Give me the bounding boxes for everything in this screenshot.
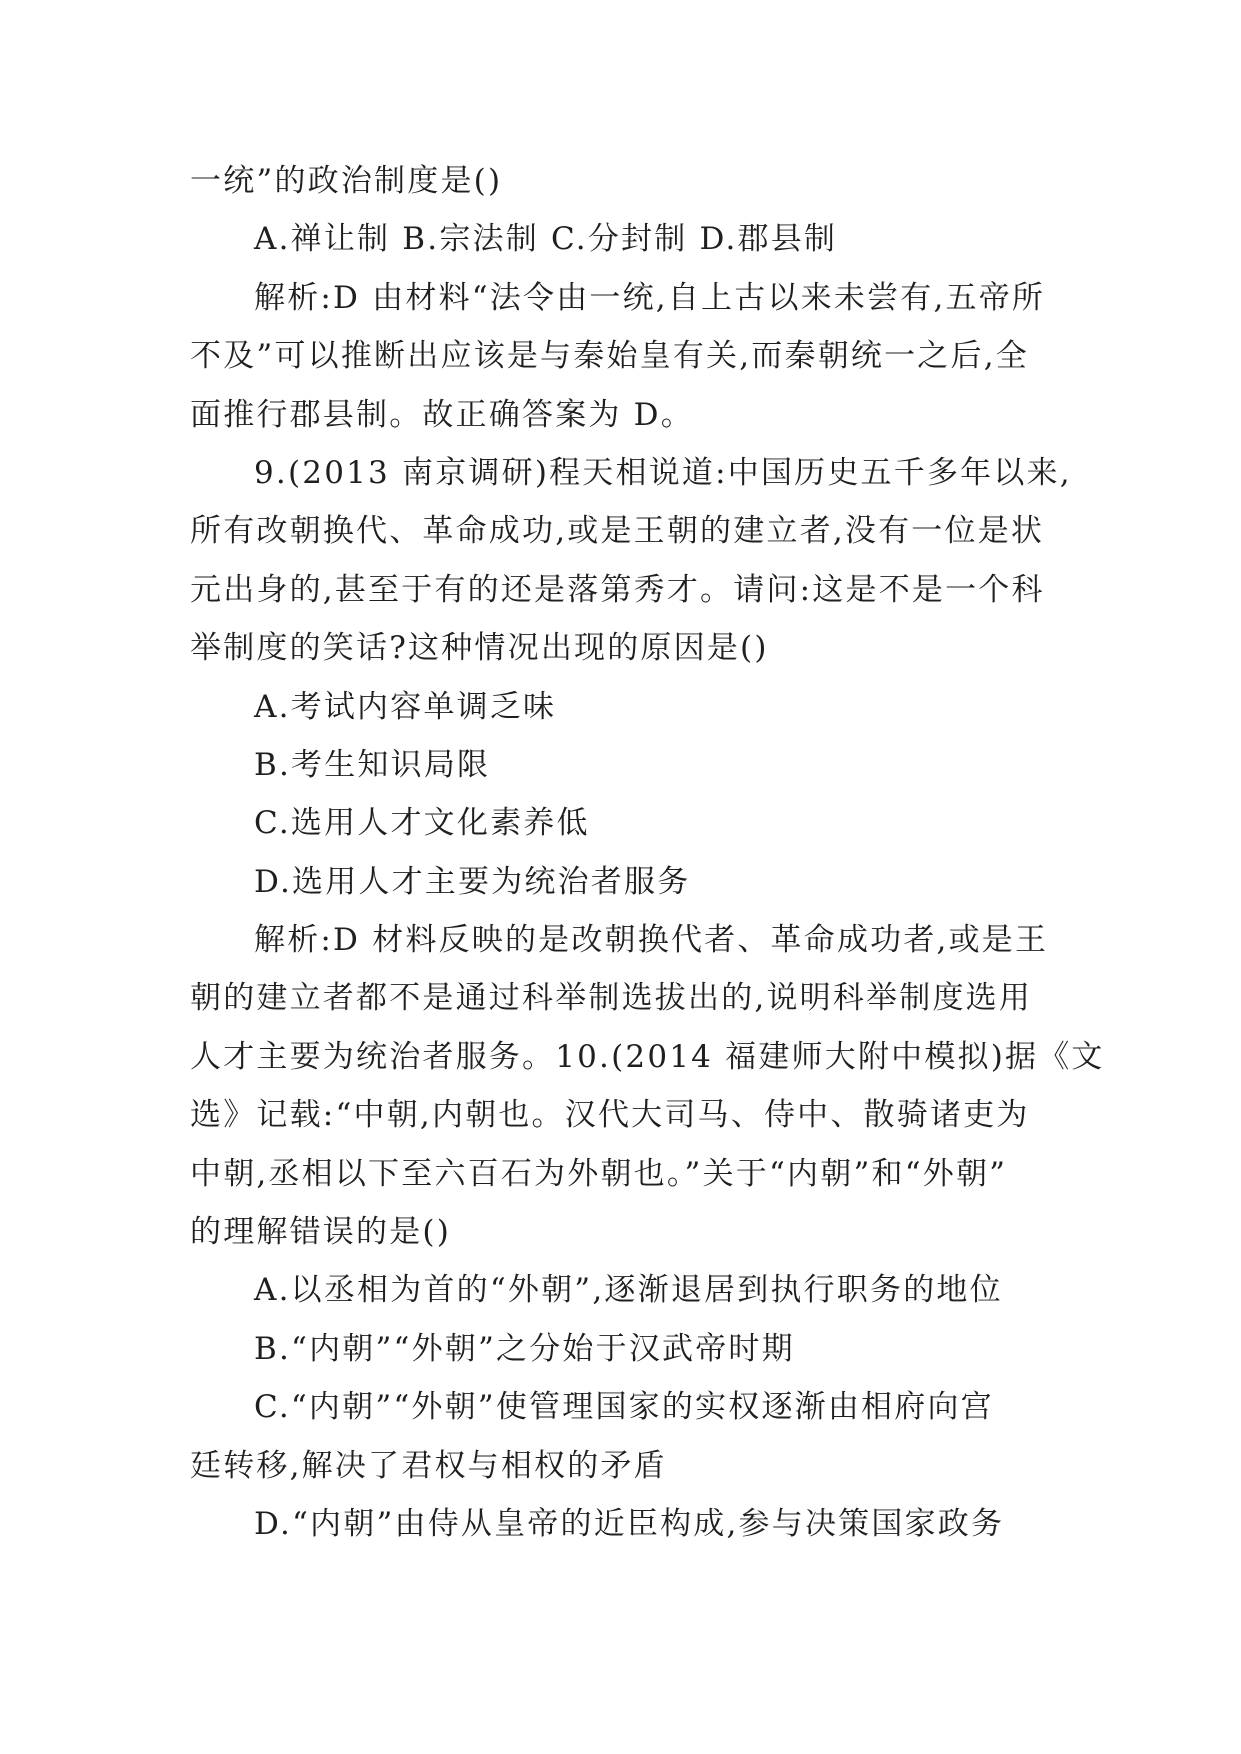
analysis-line: 解析:D 由材料“法令由一统,自上古以来未尝有,五帝所 xyxy=(254,279,1046,316)
option-line: C.“内朝”“外朝”使管理国家的实权逐渐由相府向宫 xyxy=(254,1389,994,1426)
analysis-line: 解析:D 材料反映的是改朝换代者、革命成功者,或是王 xyxy=(254,922,1049,959)
text-line: 元出身的,甚至于有的还是落第秀才。请问:这是不是一个科 xyxy=(190,571,1045,608)
text-line: 选》记载:“中朝,内朝也。汉代大司马、侍中、散骑诸吏为 xyxy=(190,1097,1030,1134)
document-body xyxy=(190,152,1105,1553)
option-line: A.考试内容单调乏味 xyxy=(254,688,557,725)
text-line: 所有改朝换代、革命成功,或是王朝的建立者,没有一位是状 xyxy=(190,513,1045,550)
text-line: 朝的建立者都不是通过科举制选拔出的,说明科举制度选用 xyxy=(190,980,1033,1017)
text-line: 的理解错误的是() xyxy=(190,1214,451,1251)
option-line: A.以丞相为首的“外朝”,逐渐退居到执行职务的地位 xyxy=(254,1272,1003,1309)
option-line: D.选用人才主要为统治者服务 xyxy=(254,863,691,900)
text-line: 人才主要为统治者服务。10.(2014 福建师大附中模拟)据《文 xyxy=(190,1038,1105,1075)
text-line: 一统”的政治制度是() xyxy=(190,163,503,199)
text-line: 面推行郡县制。故正确答案为 D。 xyxy=(190,396,694,433)
option-line: D.“内朝”由侍从皇帝的近臣构成,参与决策国家政务 xyxy=(254,1505,1005,1542)
option-line: C.选用人才文化素养低 xyxy=(254,805,590,842)
option-line: A.禅让制 B.宗法制 C.分封制 D.郡县制 xyxy=(254,221,838,258)
text-line: 举制度的笑话?这种情况出现的原因是() xyxy=(190,630,769,667)
text-line: 廷转移,解决了君权与相权的矛盾 xyxy=(190,1447,667,1484)
text-line: 中朝,丞相以下至六百石为外朝也。”关于“内朝”和“外朝” xyxy=(190,1155,1008,1192)
question-line: 9.(2013 南京调研)程天相说道:中国历史五千多年以来, xyxy=(254,454,1072,491)
option-line: B.考生知识局限 xyxy=(254,746,491,783)
option-line: B.“内朝”“外朝”之分始于汉武帝时期 xyxy=(254,1330,795,1367)
text-line: 不及”可以推断出应该是与秦始皇有关,而秦朝统一之后,全 xyxy=(190,338,1029,375)
